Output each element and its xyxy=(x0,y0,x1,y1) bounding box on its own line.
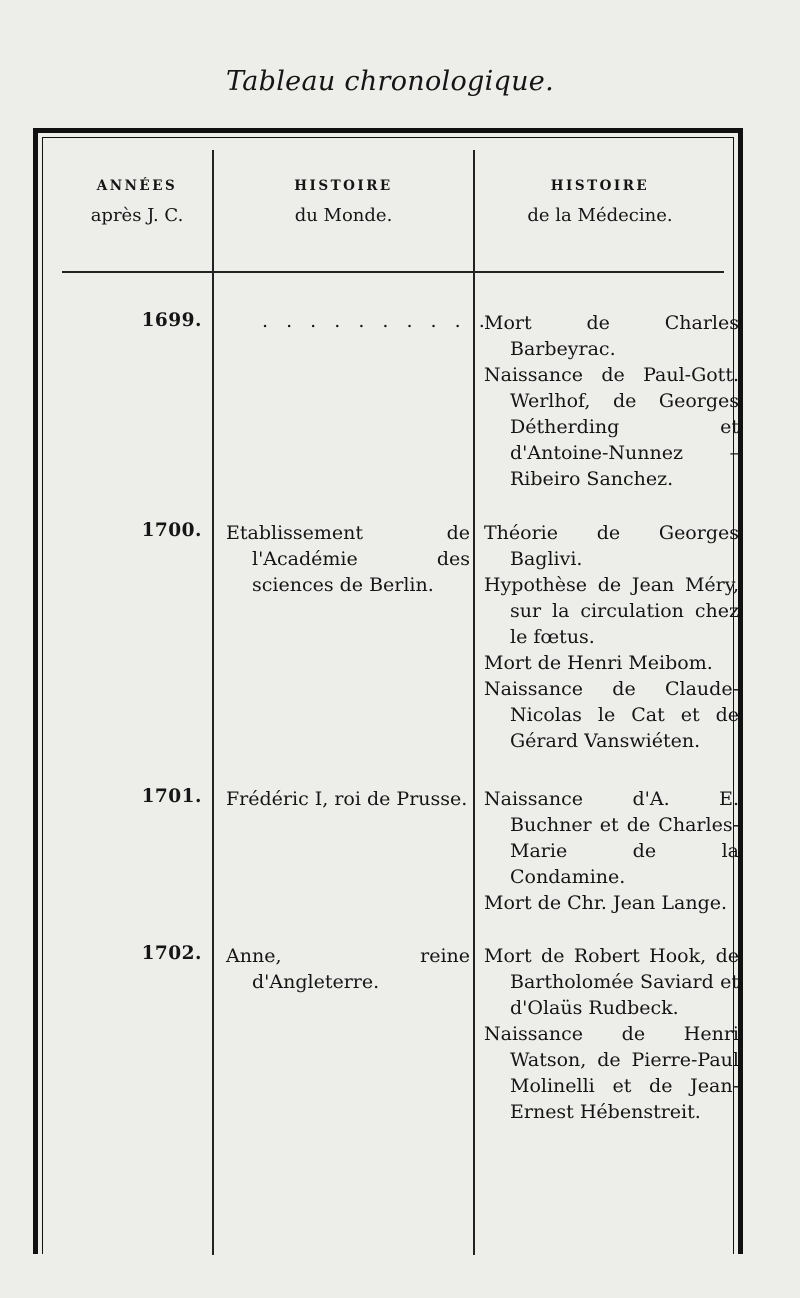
medecine-entry: Théorie de Georges Baglivi. xyxy=(484,522,739,570)
page-title: Tableau chronologique. xyxy=(226,66,554,97)
header-monde xyxy=(214,178,473,226)
header-annees-sub: après J. C. xyxy=(90,205,184,226)
medecine-entry: Mort de Charles Barbeyrac. xyxy=(484,312,739,360)
world-dots-1699: . . . . . . . . . . . xyxy=(262,310,515,332)
medecine-entry: Mort de Chr. Jean Lange. xyxy=(484,892,728,914)
header-annees-label: ANNÉES xyxy=(96,178,178,194)
year-1702: 1702. xyxy=(141,943,202,964)
header-medecine-label: HISTOIRE xyxy=(550,178,650,194)
column-divider-1 xyxy=(212,150,214,1255)
world-entry: Frédéric I, roi de Prusse. xyxy=(226,788,468,810)
world-cell-1700 xyxy=(226,520,470,598)
medecine-entry: Naissance de Claude-Nicolas le Cat et de Gérard Vanswiéten. xyxy=(484,678,739,752)
year-1699: 1699. xyxy=(141,310,202,331)
header-annees xyxy=(62,178,212,226)
world-entry: Anne, reine d'Angleterre. xyxy=(226,945,470,993)
medecine-entry: Naissance d'A. E. Buchner et de Charles-Marie de la Condamine. xyxy=(484,788,739,888)
header-medecine xyxy=(475,178,725,226)
header-monde-sub: du Monde. xyxy=(294,205,393,226)
medecine-entry: Hypothèse de Jean Méry, sur la circulation chez le fœtus. xyxy=(484,574,739,648)
header-monde-label: HISTOIRE xyxy=(294,178,393,194)
year-1700: 1700. xyxy=(141,520,202,541)
medecine-cell-1701 xyxy=(484,786,739,916)
medecine-entry: Mort de Robert Hook, de Bartholomée Saviard et d'Olaüs Rudbeck. xyxy=(484,945,739,1019)
medecine-entry: Naissance de Paul-Gott. Werlhof, de Georges Détherding et d'Antoine-Nunnez – Ribeiro Sanchez. xyxy=(484,364,739,490)
medecine-entry: Mort de Henri Meibom. xyxy=(484,652,713,674)
year-1701: 1701. xyxy=(141,786,202,807)
header-rule xyxy=(62,271,724,273)
medecine-entry: Naissance de Henri Watson, de Pierre-Paul Molinelli et de Jean-Ernest Hébenstreit. xyxy=(484,1023,739,1123)
medecine-cell-1699 xyxy=(484,310,739,492)
world-entry: Etablissement de l'Académie des sciences de Berlin. xyxy=(226,522,470,596)
medecine-cell-1700 xyxy=(484,520,739,754)
world-cell-1702 xyxy=(226,943,470,995)
world-cell-1701 xyxy=(226,786,470,812)
header-medecine-sub: de la Médecine. xyxy=(527,205,673,226)
medecine-cell-1702 xyxy=(484,943,739,1125)
